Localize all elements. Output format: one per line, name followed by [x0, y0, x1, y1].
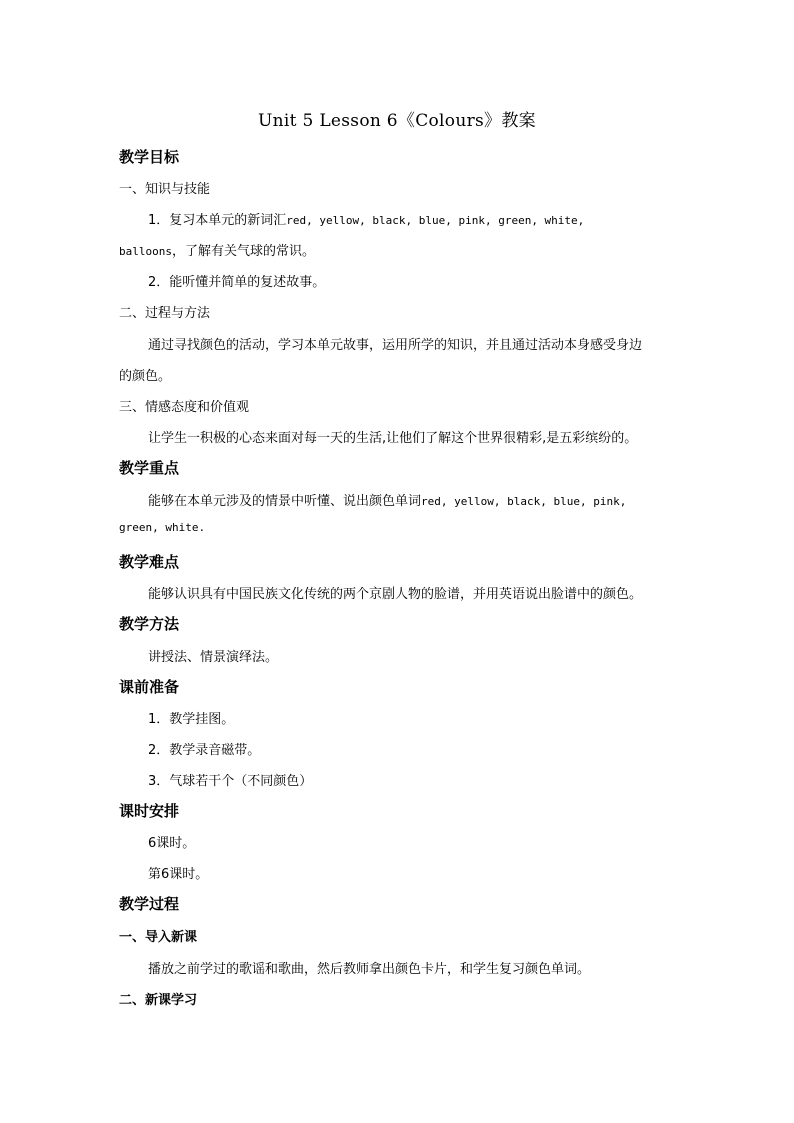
schedule-text-1: 6课时。: [148, 836, 196, 851]
document-title: Unit 5 Lesson 6《Colours》教案: [258, 111, 536, 131]
key-points-text: [148, 490, 626, 509]
key-points-words: red, yellow, black, blue, pink,: [421, 495, 627, 508]
method-heading: 教学方法: [119, 615, 180, 633]
difficulty-text: 能够认识具有中国民族文化传统的两个京剧人物的脸谱，并用英语说出脸谱中的颜色。: [148, 587, 643, 602]
schedule-heading: 课时安排: [119, 802, 180, 820]
key-points-text-cn: 能够在本单元涉及的情景中听懂、说出颜色单词: [148, 494, 422, 509]
goal2-text-line2: 的颜色。: [119, 369, 172, 384]
goal1-item1-balloons: balloons: [119, 245, 172, 258]
goal2-text-line1: 通过寻找颜色的活动，学习本单元故事，运用所学的知识，并且通过活动本身感受身边: [148, 338, 643, 353]
process-step1-text: 播放之前学过的歌谣和歌曲，然后教师拿出颜色卡片，和学生复习颜色单词。: [148, 962, 591, 977]
goal1-item1-words: red, yellow, black, blue, pink, green, white,: [286, 214, 585, 227]
preparation-item-1: 1．教学挂图。: [148, 712, 235, 727]
key-points-heading: 教学重点: [119, 459, 180, 477]
goal1-item2: 2．能听懂并简单的复述故事。: [148, 275, 326, 290]
goal1-item1-text: 1．复习本单元的新词汇: [148, 213, 287, 228]
preparation-heading: 课前准备: [119, 678, 180, 696]
preparation-item-2: 2．教学录音磁带。: [148, 743, 261, 758]
difficulty-heading: 教学难点: [119, 553, 180, 571]
process-step1-heading: 一、导入新课: [119, 930, 198, 945]
schedule-text-2: 第6课时。: [148, 867, 209, 882]
goal3-text: 让学生一积极的心态来面对每一天的生活,让他们了解这个世界很精彩,是五彩缤纷的。: [148, 431, 638, 446]
key-points-text-line2: green, white.: [119, 521, 206, 534]
goals-heading: 教学目标: [119, 148, 180, 166]
goal1-item1-cont: [119, 240, 315, 259]
preparation-item-3: 3．气球若干个（不同颜色）: [148, 774, 313, 789]
process-heading: 教学过程: [119, 895, 180, 913]
goal3-heading: 三、情感态度和价值观: [119, 400, 250, 415]
method-text: 讲授法、情景演绎法。: [148, 650, 279, 665]
goal1-item1: [148, 209, 584, 228]
goal1-item1-cont-text: ，了解有关气球的常识。: [171, 244, 315, 259]
goal2-heading: 二、过程与方法: [119, 306, 211, 321]
goal1-heading: 一、知识与技能: [119, 182, 211, 197]
process-step2-heading: 二、新课学习: [119, 993, 198, 1008]
